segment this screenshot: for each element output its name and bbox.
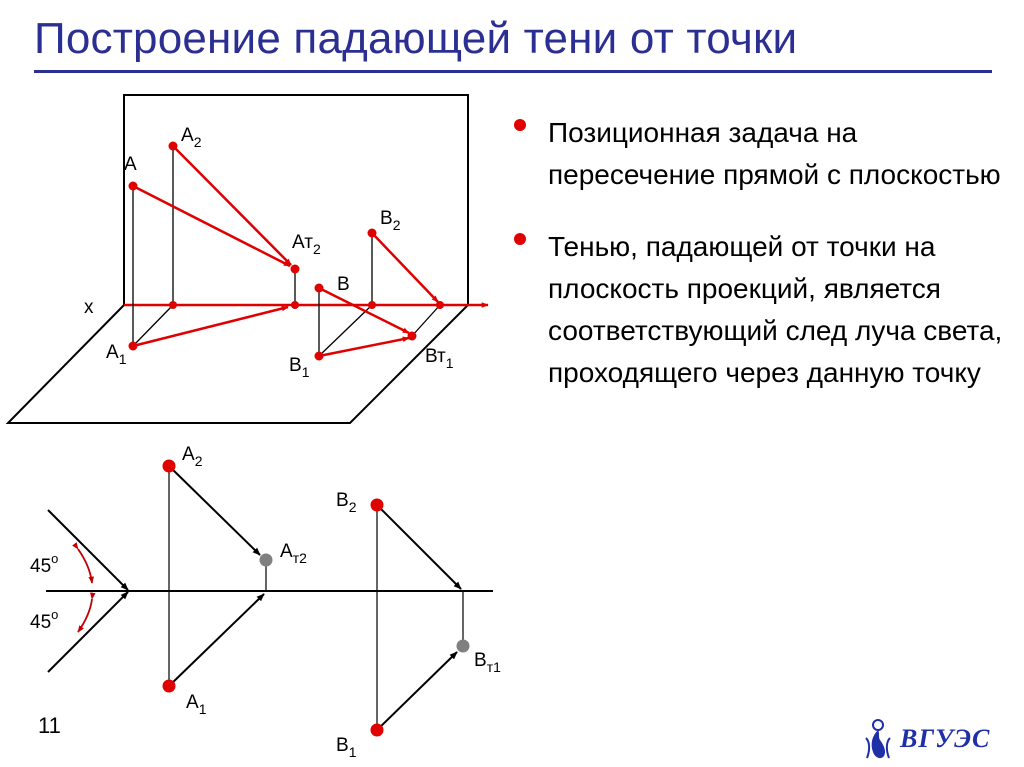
logo-emblem-icon bbox=[856, 716, 900, 764]
label-bt1: $Вт_1$ bbox=[425, 346, 454, 371]
epure-label-b2: $B_2$ bbox=[336, 490, 357, 515]
pictorial-labels bbox=[84, 125, 454, 380]
label-x: x bbox=[84, 297, 94, 318]
epure-label-bt1: $B_{т1}$ bbox=[474, 650, 501, 675]
angle-label-bottom: 45$^o$ bbox=[30, 607, 59, 633]
point-bx bbox=[368, 301, 376, 309]
point-a2 bbox=[169, 142, 178, 151]
epure-point-bt1 bbox=[457, 640, 470, 653]
label-b: B bbox=[337, 274, 350, 295]
point-bt1-x bbox=[436, 301, 444, 309]
pictorial-view bbox=[8, 95, 488, 423]
angle-label-top: 45$^o$ bbox=[30, 551, 59, 577]
epure-point-a1 bbox=[163, 680, 176, 693]
university-logo bbox=[856, 716, 991, 764]
epure-label-b1: $B_1$ bbox=[336, 735, 357, 760]
point-a1 bbox=[129, 342, 138, 351]
label-a2: $A_2$ bbox=[181, 125, 202, 150]
point-bt1 bbox=[408, 332, 417, 341]
label-at2: $Ат_2$ bbox=[292, 232, 321, 257]
angle-arc-top bbox=[78, 549, 92, 583]
point-b2 bbox=[368, 229, 377, 238]
epure-labels bbox=[30, 444, 501, 760]
horizontal-projection-plane bbox=[8, 305, 468, 423]
light-rays bbox=[133, 146, 438, 356]
bullet-item bbox=[514, 112, 1004, 196]
point-at2-x bbox=[291, 301, 299, 309]
bullet-item bbox=[514, 226, 1004, 394]
epure-rays bbox=[169, 466, 461, 730]
epure-point-at2 bbox=[260, 554, 273, 567]
epure-point-a2 bbox=[163, 460, 176, 473]
point-a bbox=[129, 182, 138, 191]
angle-arc-bottom bbox=[78, 599, 92, 632]
point-ax bbox=[169, 301, 177, 309]
label-a1: $A_1$ bbox=[106, 342, 127, 367]
point-b bbox=[315, 284, 324, 293]
slide-title: Построение падающей тени от точки bbox=[34, 14, 798, 63]
bullet-text: Тенью, падающей от точки на плоскость проекций, является соответствующий след луча света, проходящего через данную точку bbox=[548, 231, 1003, 388]
epure-label-a2: $A_2$ bbox=[182, 444, 203, 469]
label-a: A bbox=[124, 154, 137, 175]
slide-number: 11 bbox=[38, 713, 61, 738]
bullet-text: Позиционная задача на пересечение прямой с плоскостью bbox=[548, 117, 1001, 190]
label-b1: $B_1$ bbox=[289, 355, 310, 380]
label-b2: $B_2$ bbox=[380, 208, 401, 233]
frontal-projection-plane bbox=[124, 95, 468, 305]
epure-point-b1 bbox=[371, 724, 384, 737]
epure-label-at2: $A_{т2}$ bbox=[280, 541, 307, 566]
bullet-dot-icon bbox=[514, 119, 526, 131]
bullet-dot-icon bbox=[514, 233, 526, 245]
point-at2 bbox=[291, 265, 300, 274]
point-b1 bbox=[315, 352, 324, 361]
epure-label-a1: $A_1$ bbox=[186, 692, 207, 717]
orthographic-view bbox=[30, 444, 501, 760]
logo-text: ВГУЭС bbox=[900, 724, 991, 753]
epure-point-b2 bbox=[371, 499, 384, 512]
bullet-list bbox=[514, 112, 1004, 394]
